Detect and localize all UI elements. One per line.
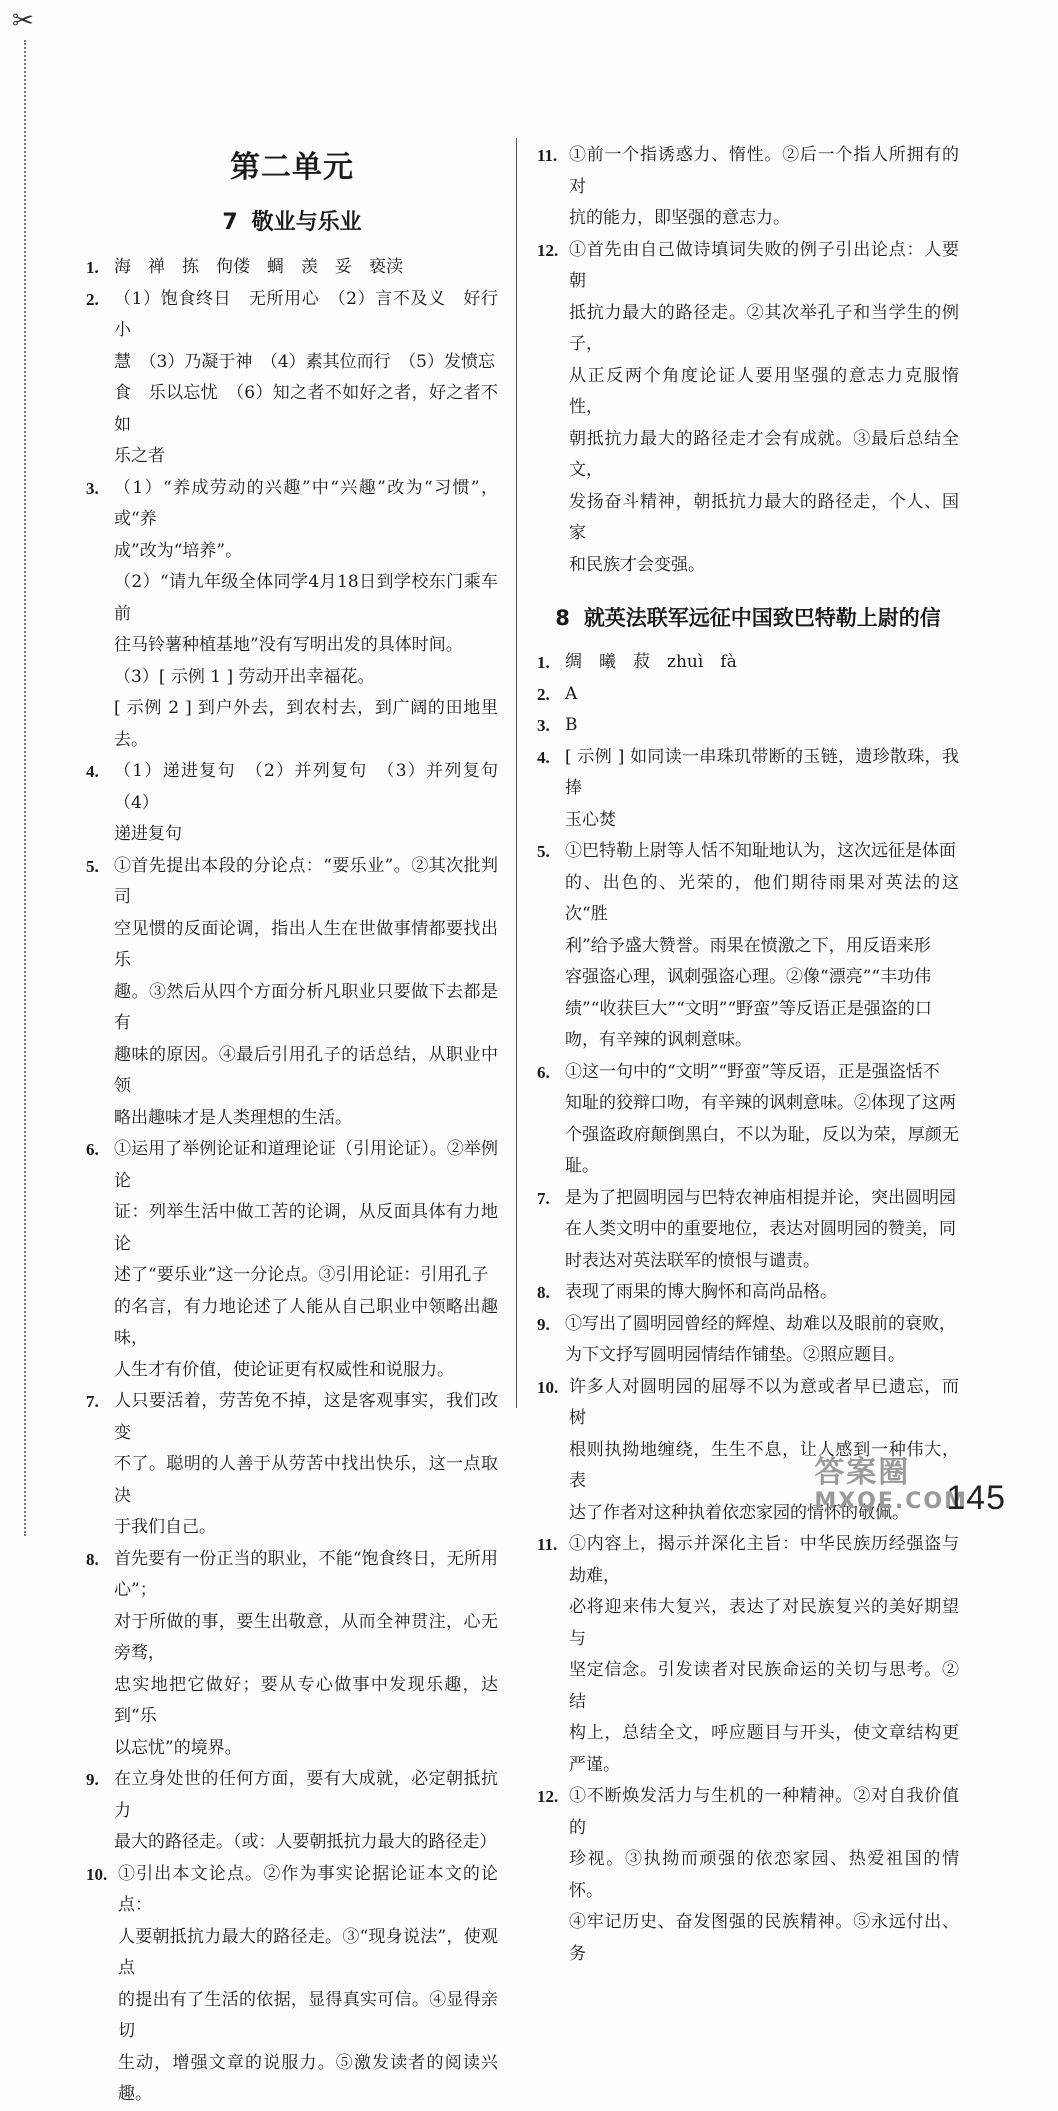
answer-number: 7. <box>537 1188 550 1208</box>
answer-line: 时表达对英法联军的愤恨与谴责。 <box>565 1250 820 1271</box>
answer-number: 6. <box>537 1062 550 1082</box>
answer-line: [ 示例 2 ] 到户外去，到农村去，到广阔的田地里去。 <box>114 698 498 750</box>
answer-item <box>86 1859 498 2111</box>
answer-number: 1. <box>86 258 99 277</box>
answer-line: 递进复句 <box>114 824 182 844</box>
answer-item <box>537 1781 959 1970</box>
answer-line: （1）饱食终日 无所用心 （2）言不及义 好行小 <box>114 288 498 340</box>
answer-line: 珍视。③执拗而顽强的依恋家园、热爱祖国的情怀。 <box>569 1849 959 1901</box>
answer-item <box>537 647 959 679</box>
answer-item <box>537 1057 959 1183</box>
answer-line: 绩”“收获巨大”“文明”“野蛮”等反语正是强盗的口 <box>565 998 932 1019</box>
answer-number: 11. <box>537 146 558 165</box>
answer-line: 抗的能力，即坚强的意志力。 <box>569 208 790 228</box>
answer-line: 人要朝抵抗力最大的路径走。③“现身说法”，使观点 <box>118 1926 498 1978</box>
scissors-icon: ✂ <box>12 6 34 36</box>
answer-item <box>86 473 498 757</box>
answer-line: ①运用了举例论证和道理论证（引用论证）。②举例论 <box>114 1139 498 1191</box>
answer-line: 成”改为“培养”。 <box>114 540 243 561</box>
lesson-8-answers <box>537 647 959 1970</box>
answer-number: 4. <box>537 747 550 767</box>
lesson-7-answers <box>86 252 515 2111</box>
answer-number: 12. <box>537 240 559 260</box>
lesson-number: 8 <box>555 606 570 630</box>
answer-number: 8. <box>86 1549 99 1569</box>
answer-item <box>537 836 959 1057</box>
answer-line: 乐之者 <box>114 446 165 466</box>
answer-line: 往马铃薯种植基地”没有写明出发的具体时间。 <box>114 635 463 655</box>
answer-line: 证：列举生活中做工苦的论调，从反面具体有力地论 <box>114 1202 498 1254</box>
answer-item <box>86 252 498 284</box>
answer-number: 2. <box>86 289 99 309</box>
answer-number: 3. <box>537 716 550 735</box>
answer-item <box>86 851 498 1135</box>
page-number: 145 <box>946 1479 1006 1517</box>
cut-line <box>24 40 26 1536</box>
answer-number: 11. <box>537 1535 558 1554</box>
answer-line: [ 示例 ] 如同读一串珠玑带断的玉链，遗珍散珠，我捧 <box>565 746 959 798</box>
answer-line: ①巴特勒上尉等人恬不知耻地认为，这次远征是体面 <box>565 841 956 861</box>
answer-item <box>537 742 959 837</box>
answer-line: 表现了雨果的博大胸怀和高尚品格。 <box>565 1282 837 1302</box>
watermark-url: MXQE.COM <box>814 1489 968 1514</box>
answer-line: 于我们自己。 <box>114 1517 216 1537</box>
answer-line: 对于所做的事，要生出敬意，从而全神贯注，心无旁骛， <box>114 1611 498 1663</box>
answer-line: 从正反两个角度论证人要用坚强的意志力克服惰性， <box>569 365 959 417</box>
answer-line: 述了“要乐业”这一分论点。③引用论证：引用孔子 <box>114 1265 489 1285</box>
answer-line: 利”给予盛大赞誉。雨果在愤激之下，用反语来形 <box>565 935 931 956</box>
answer-line: 为下文抒写圆明园情结作铺垫。②照应题目。 <box>565 1345 905 1365</box>
answer-item <box>86 756 515 851</box>
answer-line: ①首先由自己做诗填词失败的例子引出论点：人要朝 <box>569 239 959 291</box>
answer-line: 趣。③然后从四个方面分析凡职业只要做下去都是有 <box>114 981 498 1033</box>
left-column <box>86 148 515 2111</box>
answer-line: 和民族才会变强。 <box>569 554 705 575</box>
answer-line: ①这一句中的“文明”“野蛮”等反语，正是强盗恬不 <box>565 1061 940 1082</box>
answer-number: 9. <box>537 1314 550 1334</box>
answer-line: 人只要活着，劳苦免不掉，这是客观事实，我们改变 <box>114 1391 498 1443</box>
right-column <box>537 140 959 1970</box>
answer-line: 是为了把圆明园与巴特农神庙相提并论，突出圆明园 <box>565 1187 956 1208</box>
answer-line: 知耻的狡辩口吻，有辛辣的讽刺意味。②体现了这两 <box>565 1093 956 1113</box>
answer-number: 12. <box>537 1787 559 1806</box>
answer-line: 的提出有了生活的依据，显得真实可信。④显得亲切 <box>118 1989 498 2041</box>
answer-line: 吻，有辛辣的讽刺意味。 <box>565 1030 752 1050</box>
answer-line: 空见惯的反面论调，指出人生在世做事情都要找出乐 <box>114 918 498 970</box>
answer-item <box>537 710 959 742</box>
answer-line: 食 乐以忘忧 （6）知之者不如好之者，好之者不如 <box>114 383 498 435</box>
answer-line: 海 禅 拣 佝偻 蜩 羡 妥 亵渎 <box>114 257 403 277</box>
answer-line: ①首先提出本段的分论点：“要乐业”。②其次批判司 <box>114 855 498 907</box>
answer-line: 达了作者对这种执着依恋家园的情怀的敬佩。 <box>569 1502 909 1523</box>
answer-line: 以忘忧”的境界。 <box>114 1737 242 1758</box>
answer-line: 根则执拗地缠绕，生生不息，让人感到一种伟大，表 <box>569 1439 959 1491</box>
lesson-7-answers-continued <box>537 140 959 581</box>
answer-line: 容强盗心理，讽刺强盗心理。②像“漂亮”“丰功伟 <box>565 967 932 987</box>
answer-item <box>537 1309 959 1372</box>
answer-line: ①内容上，揭示并深化主旨：中华民族历经强盗与劫难， <box>569 1534 959 1586</box>
answer-number: 2. <box>537 684 550 704</box>
answer-line: （2）“请九年级全体同学4月18日到学校东门乘车前 <box>114 572 498 624</box>
answer-line: 略出趣味才是人类理想的生活。 <box>114 1107 352 1128</box>
answer-item <box>537 235 959 582</box>
answer-number: 1. <box>537 653 550 672</box>
answer-number: 6. <box>86 1140 99 1159</box>
answer-line: 忠实地把它做好；要从专心做事中发现乐趣，达到“乐 <box>114 1674 498 1726</box>
watermark-main: 答案圈 <box>814 1455 911 1490</box>
watermark <box>814 1456 968 1514</box>
answer-line: 坚定信念。引发读者对民族命运的关切与思考。②结 <box>569 1660 959 1712</box>
answer-line: 首先要有一份正当的职业，不能“饱食终日，无所用心”； <box>114 1548 498 1600</box>
answer-line: （1）“养成劳动的兴趣”中“兴趣”改为“习惯”，或“养 <box>114 477 498 529</box>
answer-line: A <box>565 683 578 704</box>
answer-line: 个强盗政府颠倒黑白，不以为耻，反以为荣，厚颜无耻。 <box>565 1124 959 1176</box>
answer-number: 5. <box>537 842 550 861</box>
answer-line: 朝抵抗力最大的路径走才会有成就。③最后总结全文， <box>569 428 959 480</box>
answer-line: 人生才有价值，使论证更有权威性和说服力。 <box>114 1359 454 1380</box>
answer-item <box>86 1386 498 1544</box>
answer-item <box>86 1544 498 1765</box>
answer-number: 5. <box>86 856 99 876</box>
answer-number: 8. <box>537 1283 550 1302</box>
answer-line: 在人类文明中的重要地位，表达对圆明园的赞美，同 <box>565 1219 956 1239</box>
answer-item <box>86 1134 498 1386</box>
unit-title: 第二单元 <box>230 150 354 185</box>
answer-item <box>537 1183 959 1278</box>
answer-line: 绸 曦 菽 zhuì fà <box>565 652 737 672</box>
answer-number: 10. <box>86 1864 108 1884</box>
answer-line: 玉心焚 <box>565 809 616 830</box>
lesson-8-title <box>537 601 959 635</box>
answer-number: 3. <box>86 478 99 498</box>
answer-line: 的、出色的、光荣的，他们期待雨果对英法的这次“胜 <box>565 872 959 924</box>
answer-line: （1）递进复句 （2）并列复句 （3）并列复句 （4） <box>114 761 515 813</box>
answer-line: ①不断焕发活力与生机的一种精神。②对自我价值的 <box>569 1786 959 1838</box>
answer-line: 抵抗力最大的路径走。②其次举孔子和当学生的例子， <box>569 302 959 354</box>
answer-line: 生动，增强文章的说服力。⑤激发读者的阅读兴趣。 <box>118 2052 498 2104</box>
answer-line: B <box>565 715 578 735</box>
answer-line: 必将迎来伟大复兴，表达了对民族复兴的美好期望与 <box>569 1597 959 1649</box>
answer-item <box>86 1764 498 1859</box>
answer-line: 最大的路径走。（或：人要朝抵抗力最大的路径走） <box>114 1832 497 1852</box>
answer-line: ①引出本文论点。②作为事实论据论证本文的论点： <box>118 1863 498 1915</box>
answer-line: 不了。聪明的人善于从劳苦中找出快乐，这一点取决 <box>114 1454 498 1506</box>
answer-number: 7. <box>86 1392 99 1411</box>
answer-line: 发扬奋斗精神，朝抵抗力最大的路径走，个人、国家 <box>569 491 959 543</box>
answer-number: 9. <box>86 1770 99 1789</box>
answer-number: 4. <box>86 762 99 781</box>
answer-line: 许多人对圆明园的屈辱不以为意或者早已遗忘，而树 <box>569 1376 959 1428</box>
answer-item <box>537 1277 959 1309</box>
answer-line: 趣味的原因。④最后引用孔子的话总结，从职业中领 <box>114 1044 498 1096</box>
lesson-name: 敬业与乐业 <box>251 210 362 235</box>
answer-item <box>537 140 959 235</box>
answer-item <box>537 679 959 711</box>
answer-line: 在立身处世的任何方面，要有大成就，必定朝抵抗力 <box>114 1769 498 1821</box>
answer-line: 慧 （3）乃凝于神 （4）素其位而行 （5）发愤忘 <box>114 351 495 372</box>
column-divider <box>516 138 517 1408</box>
lesson-7-title <box>86 206 498 240</box>
answer-number: 10. <box>537 1377 559 1397</box>
answer-line: ①写出了圆明园曾经的辉煌、劫难以及眼前的衰败， <box>565 1313 956 1334</box>
answer-line: （3）[ 示例 1 ] 劳动开出幸福花。 <box>114 666 375 687</box>
answer-line: ④牢记历史、奋发图强的民族精神。⑤永远付出、务 <box>569 1912 959 1964</box>
answer-item <box>86 284 498 473</box>
answer-item <box>537 1529 959 1781</box>
answer-line: ①前一个指诱惑力、惰性。②后一个指人所拥有的对 <box>569 145 959 197</box>
lesson-name: 就英法联军远征中国致巴特勒上尉的信 <box>583 606 941 630</box>
lesson-number: 7 <box>222 210 238 235</box>
answer-line: 构上，总结全文，呼应题目与开头，使文章结构更严谨。 <box>569 1723 959 1775</box>
answer-line: 的名言，有力地论述了人能从自己职业中领略出趣味， <box>114 1296 498 1348</box>
